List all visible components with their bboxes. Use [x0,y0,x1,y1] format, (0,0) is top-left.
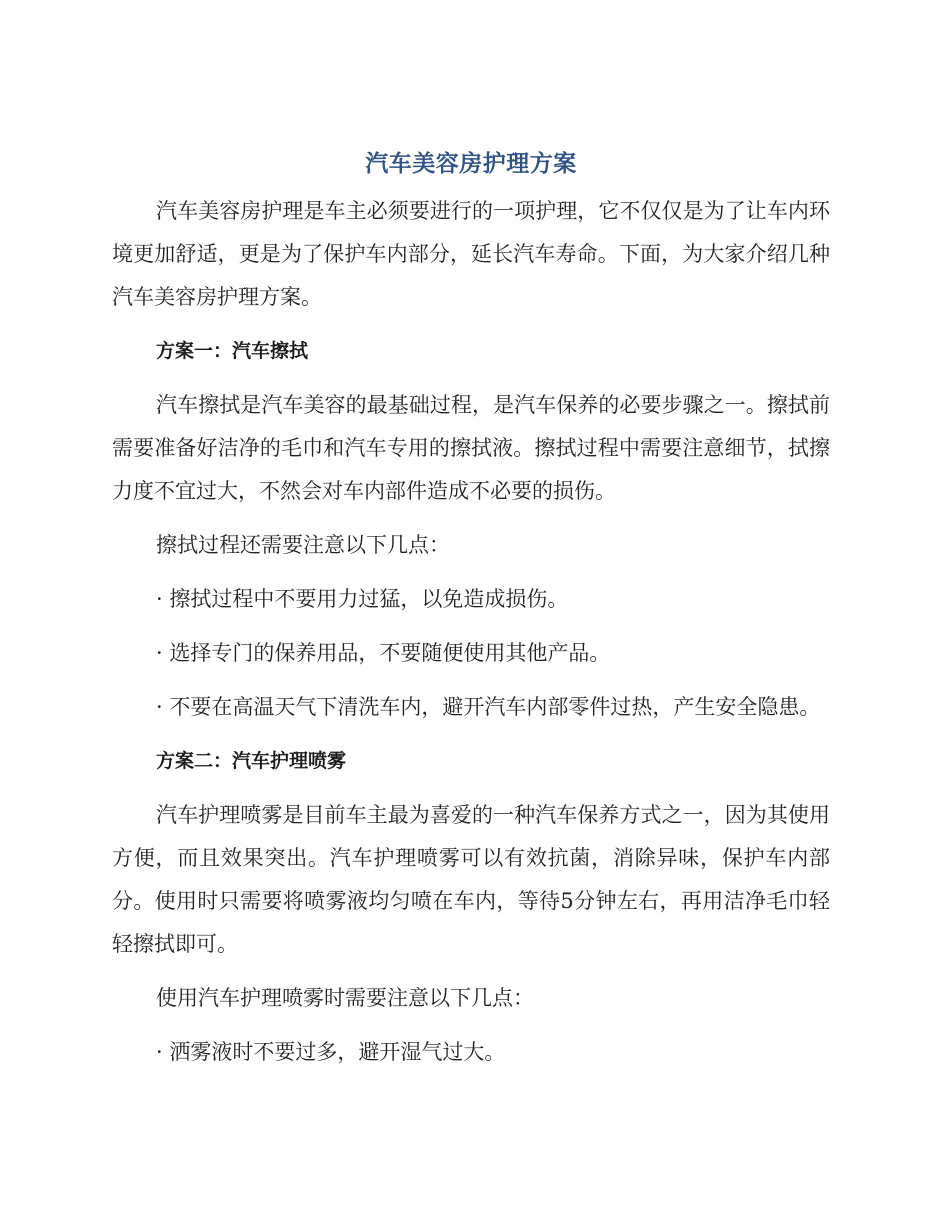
spacer [112,567,830,578]
spacer [112,373,830,384]
section2-body: 汽车护理喷雾是目前车主最为喜爱的一种汽车保养方式之一，因为其使用方便，而且效果突出。汽车护理喷雾可以有效抗菌，消除异味，保护车内部分。使用时只需要将喷雾液均匀喷在车内，等待5分钟左右，再用洁净毛巾轻轻擦拭即可。 [112,803,830,956]
section1-bullet-3: · 不要在高温天气下清洗车内，避开汽车内部零件过热，产生安全隐患。 [156,695,821,719]
spacer [112,783,830,794]
spacer [112,319,830,330]
section1-bullet-1: · 擦拭过程中不要用力过猛，以免造成损伤。 [156,587,569,611]
section2-notes-intro: 使用汽车护理喷雾时需要注意以下几点： [156,986,534,1010]
intro-paragraph: 汽车美容房护理是车主必须要进行的一项护理，它不仅仅是为了让车内环境更加舒适，更是为了保护车内部分，延长汽车寿命。下面，为大家介绍几种汽车美容房护理方案。 [112,199,830,309]
spacer [112,621,830,632]
document-page [112,138,830,1074]
spacer [112,513,830,524]
section1-heading: 方案一：汽车擦拭 [156,340,309,362]
spacer [112,675,830,686]
spacer [112,1020,830,1031]
spacer [112,729,830,740]
section2-heading: 方案二：汽车护理喷雾 [156,750,347,772]
section1-notes-intro: 擦拭过程还需要注意以下几点： [156,533,450,557]
section1-body: 汽车擦拭是汽车美容的最基础过程，是汽车保养的必要步骤之一。擦拭前需要准备好洁净的毛巾和汽车专用的擦拭液。擦拭过程中需要注意细节，拭擦力度不宜过大，不然会对车内部件造成不必要的损伤。 [112,393,830,503]
spacer [112,966,830,977]
document-title: 汽车美容房护理方案 [365,151,577,177]
section1-bullet-2: · 选择专门的保养用品，不要随便使用其他产品。 [156,641,611,665]
section2-bullet-1: · 洒雾液时不要过多，避开湿气过大。 [156,1040,506,1064]
